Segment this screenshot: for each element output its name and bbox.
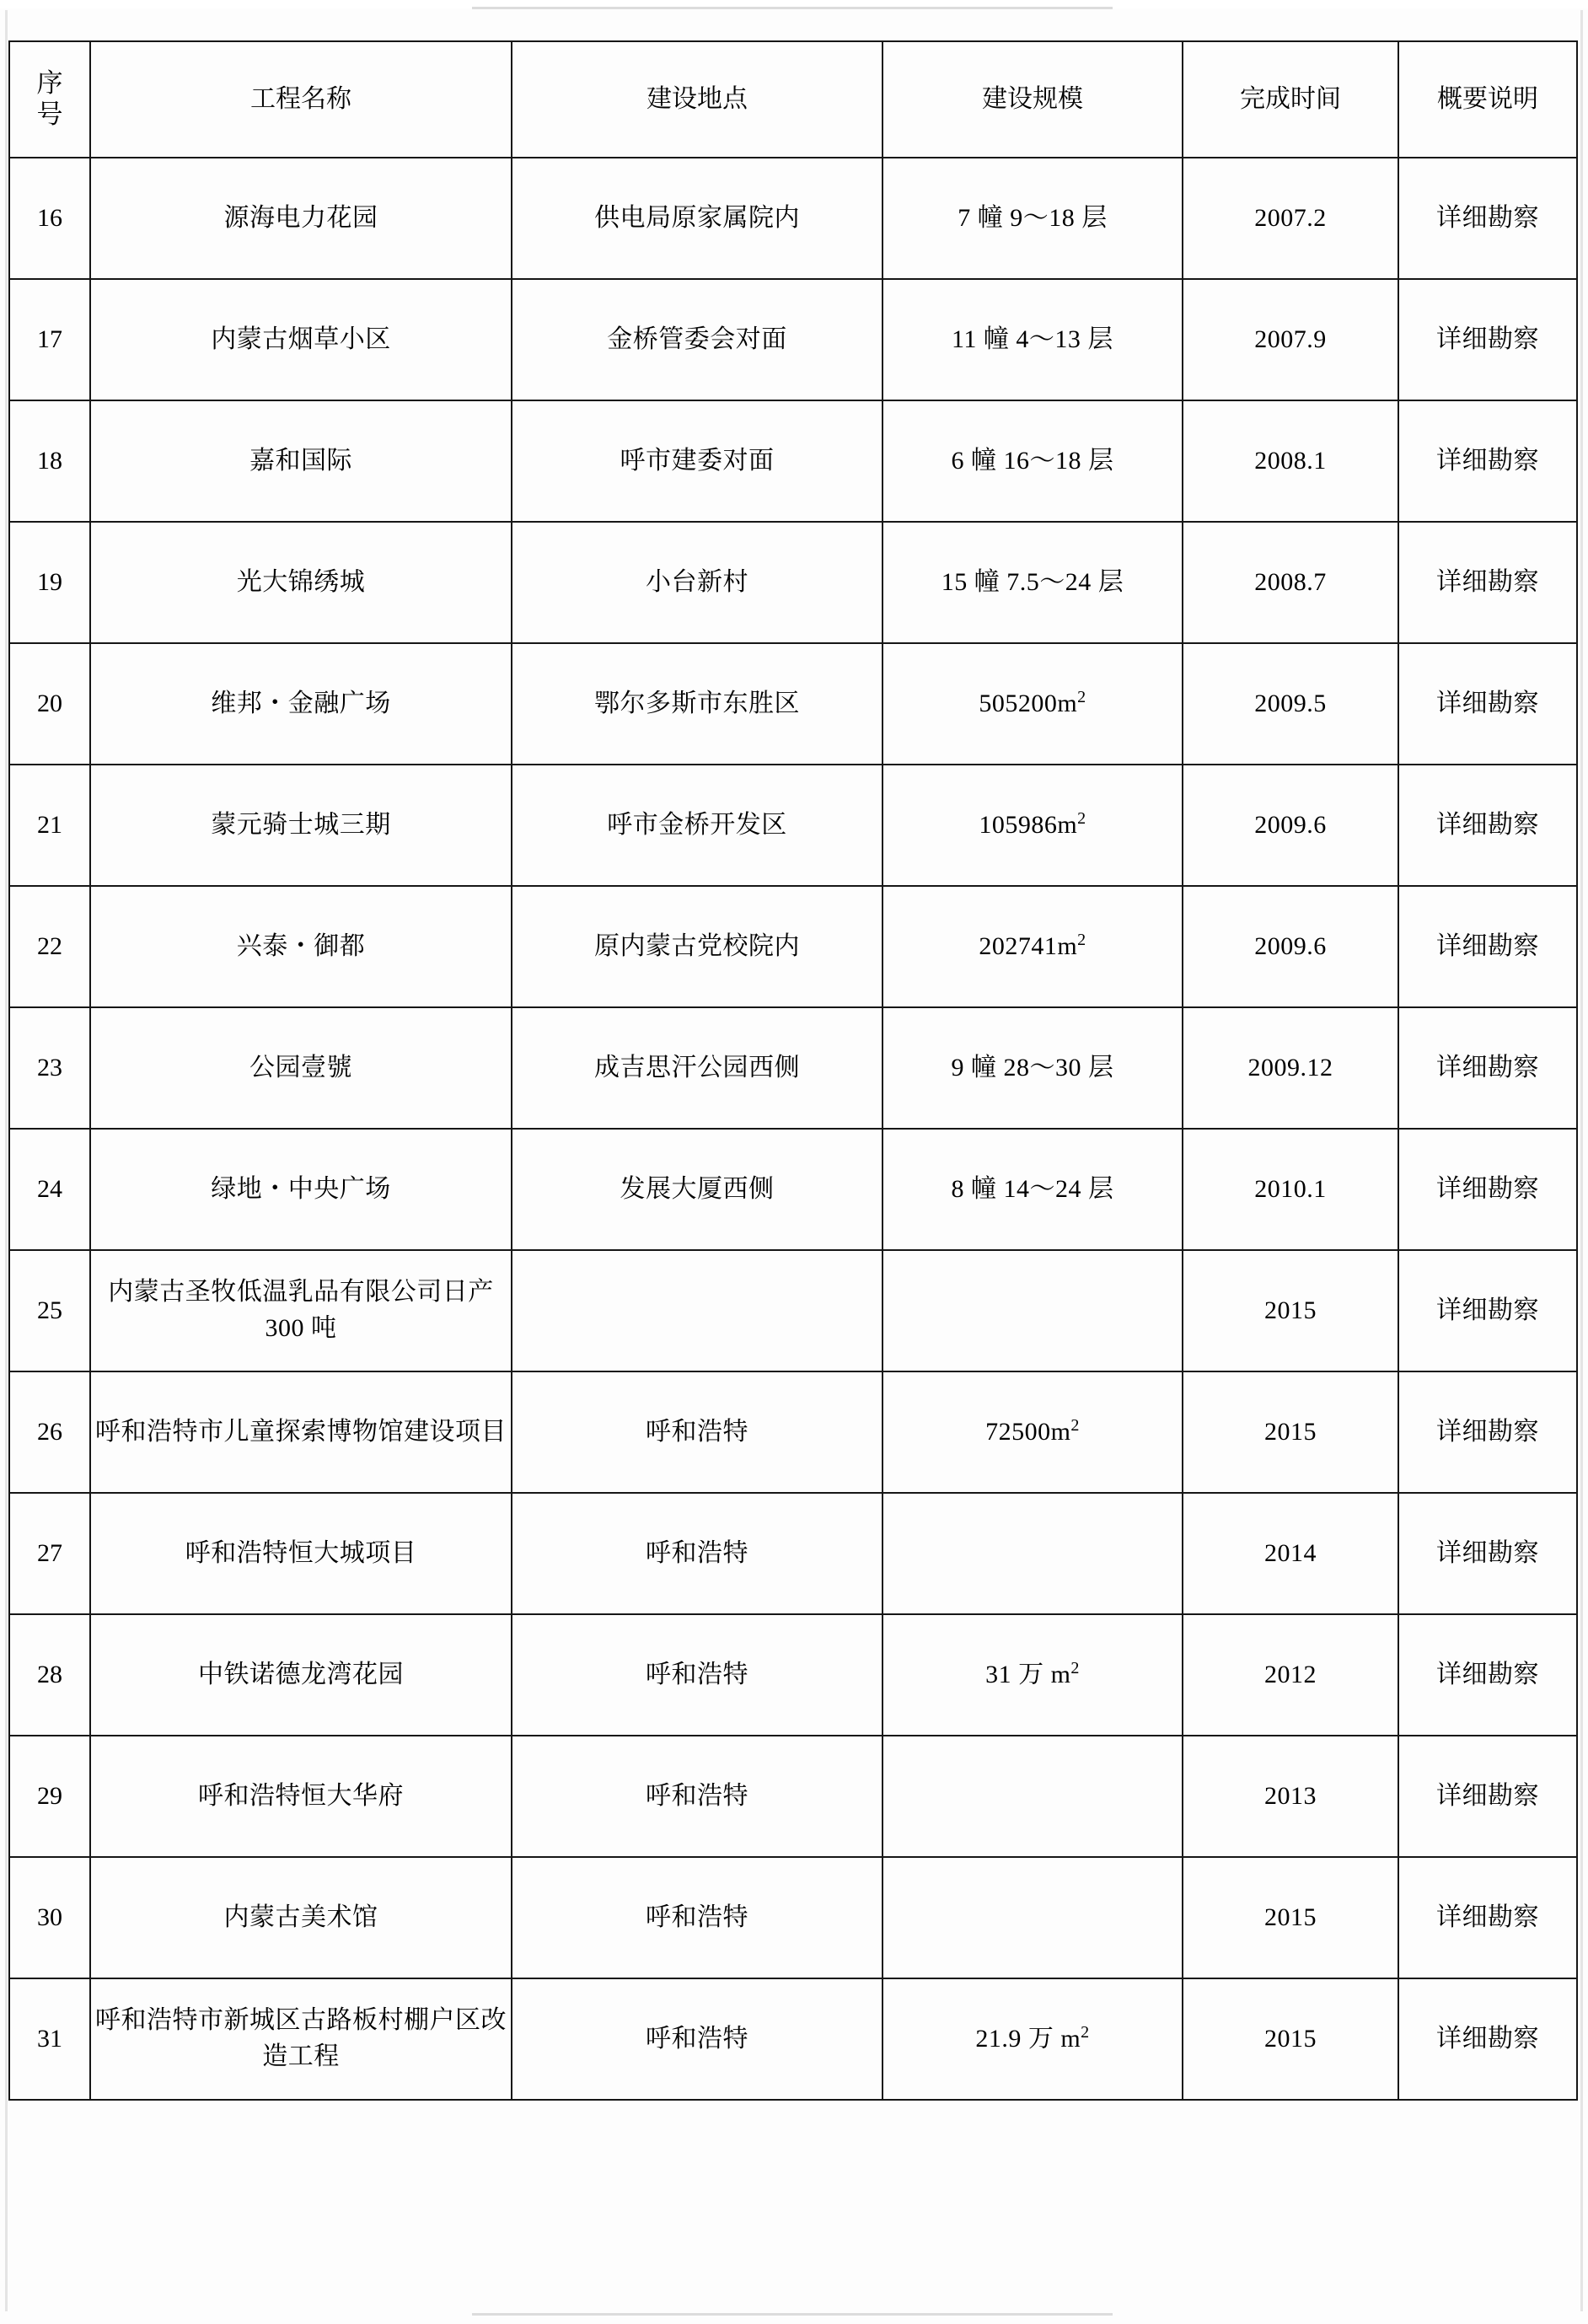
cell-project-name: 呼和浩特市新城区古路板村棚户区改造工程 bbox=[90, 1978, 512, 2100]
cell-remark: 详细勘察 bbox=[1398, 1493, 1577, 1614]
cell-serial-number: 19 bbox=[9, 522, 90, 643]
cell-remark: 详细勘察 bbox=[1398, 1614, 1577, 1736]
cell-serial-number: 29 bbox=[9, 1736, 90, 1857]
cell-remark: 详细勘察 bbox=[1398, 1007, 1577, 1129]
cell-construction-place: 呼和浩特 bbox=[512, 1978, 883, 2100]
cell-serial-number: 18 bbox=[9, 400, 90, 522]
cell-remark: 详细勘察 bbox=[1398, 1129, 1577, 1250]
table-row bbox=[9, 643, 1577, 765]
cell-construction-place bbox=[512, 1250, 883, 1371]
table-row bbox=[9, 279, 1577, 400]
cell-project-name: 呼和浩特市儿童探索博物馆建设项目 bbox=[90, 1371, 512, 1493]
cell-serial-number: 16 bbox=[9, 158, 90, 279]
cell-serial-number: 30 bbox=[9, 1857, 90, 1978]
cell-construction-place: 呼和浩特 bbox=[512, 1614, 883, 1736]
scale-value: $505200m^2$ bbox=[979, 688, 1086, 718]
column-header-time: 完成时间 bbox=[1183, 41, 1398, 158]
table-row bbox=[9, 1736, 1577, 1857]
cell-completion-time: 2013 bbox=[1183, 1736, 1398, 1857]
cell-completion-time: 2009.5 bbox=[1183, 643, 1398, 765]
cell-completion-time: 2015 bbox=[1183, 1371, 1398, 1493]
column-header-name: 工程名称 bbox=[90, 41, 512, 158]
cell-remark: 详细勘察 bbox=[1398, 765, 1577, 886]
cell-remark: 详细勘察 bbox=[1398, 886, 1577, 1007]
page-left-trim-line bbox=[5, 10, 8, 2311]
cell-project-name: 内蒙古烟草小区 bbox=[90, 279, 512, 400]
cell-project-name: 中铁诺德龙湾花园 bbox=[90, 1614, 512, 1736]
cell-remark: 详细勘察 bbox=[1398, 1371, 1577, 1493]
scale-value: $202741m^2$ bbox=[979, 931, 1086, 961]
cell-construction-place: 呼市金桥开发区 bbox=[512, 765, 883, 886]
cell-construction-scale bbox=[883, 1250, 1183, 1371]
page-top-trim-line bbox=[472, 7, 1113, 9]
table-row bbox=[9, 1614, 1577, 1736]
cell-serial-number: 20 bbox=[9, 643, 90, 765]
table-row bbox=[9, 1007, 1577, 1129]
cell-construction-scale: 9 幢 28～30 层 bbox=[883, 1007, 1183, 1129]
cell-serial-number: 28 bbox=[9, 1614, 90, 1736]
table-row bbox=[9, 1978, 1577, 2100]
scale-value: $72500m^2$ bbox=[985, 1416, 1080, 1446]
cell-construction-scale: 8 幢 14～24 层 bbox=[883, 1129, 1183, 1250]
cell-serial-number: 27 bbox=[9, 1493, 90, 1614]
cell-serial-number: 24 bbox=[9, 1129, 90, 1250]
cell-serial-number: 22 bbox=[9, 886, 90, 1007]
column-header-no-line1: 序 bbox=[36, 68, 63, 99]
project-table-container bbox=[8, 40, 1576, 2101]
cell-project-name: 呼和浩特恒大城项目 bbox=[90, 1493, 512, 1614]
column-header-no bbox=[9, 41, 90, 158]
cell-construction-scale bbox=[883, 1736, 1183, 1857]
table-row bbox=[9, 1493, 1577, 1614]
cell-completion-time: 2007.2 bbox=[1183, 158, 1398, 279]
cell-project-name: 兴泰・御都 bbox=[90, 886, 512, 1007]
column-header-no-line2: 号 bbox=[36, 99, 63, 129]
cell-construction-scale bbox=[883, 1857, 1183, 1978]
cell-completion-time: 2015 bbox=[1183, 1250, 1398, 1371]
column-header-place: 建设地点 bbox=[512, 41, 883, 158]
cell-construction-scale bbox=[883, 643, 1183, 765]
cell-remark: 详细勘察 bbox=[1398, 1857, 1577, 1978]
cell-construction-place: 小台新村 bbox=[512, 522, 883, 643]
cell-serial-number: 17 bbox=[9, 279, 90, 400]
scale-unit-exponent: 2 bbox=[1077, 809, 1086, 829]
cell-project-name: 公园壹號 bbox=[90, 1007, 512, 1129]
cell-construction-scale bbox=[883, 1614, 1183, 1736]
table-row bbox=[9, 1857, 1577, 1978]
page-bottom-trim-line bbox=[472, 2313, 1113, 2316]
table-row bbox=[9, 1250, 1577, 1371]
cell-construction-scale bbox=[883, 765, 1183, 886]
cell-construction-place: 原内蒙古党校院内 bbox=[512, 886, 883, 1007]
table-row bbox=[9, 886, 1577, 1007]
table-row bbox=[9, 765, 1577, 886]
cell-completion-time: 2015 bbox=[1183, 1978, 1398, 2100]
table-row bbox=[9, 522, 1577, 643]
cell-completion-time: 2015 bbox=[1183, 1857, 1398, 1978]
cell-remark: 详细勘察 bbox=[1398, 400, 1577, 522]
scale-value: 31 万 $m^2$ bbox=[985, 1659, 1080, 1689]
cell-serial-number: 25 bbox=[9, 1250, 90, 1371]
cell-project-name: 蒙元骑士城三期 bbox=[90, 765, 512, 886]
cell-project-name: 绿地・中央广场 bbox=[90, 1129, 512, 1250]
cell-completion-time: 2012 bbox=[1183, 1614, 1398, 1736]
page-right-trim-line bbox=[1580, 10, 1583, 2311]
cell-completion-time: 2010.1 bbox=[1183, 1129, 1398, 1250]
cell-remark: 详细勘察 bbox=[1398, 1736, 1577, 1857]
cell-construction-scale bbox=[883, 1493, 1183, 1614]
cell-construction-scale bbox=[883, 886, 1183, 1007]
table-row bbox=[9, 158, 1577, 279]
cell-completion-time: 2008.1 bbox=[1183, 400, 1398, 522]
table-row bbox=[9, 1371, 1577, 1493]
scale-unit-exponent: 2 bbox=[1081, 2023, 1090, 2042]
table-row bbox=[9, 1129, 1577, 1250]
column-header-scale: 建设规模 bbox=[883, 41, 1183, 158]
cell-construction-place: 成吉思汗公园西侧 bbox=[512, 1007, 883, 1129]
cell-remark: 详细勘察 bbox=[1398, 1250, 1577, 1371]
cell-remark: 详细勘察 bbox=[1398, 1978, 1577, 2100]
cell-project-name: 源海电力花园 bbox=[90, 158, 512, 279]
cell-serial-number: 23 bbox=[9, 1007, 90, 1129]
scale-value: $105986m^2$ bbox=[979, 809, 1086, 840]
cell-construction-place: 供电局原家属院内 bbox=[512, 158, 883, 279]
cell-construction-place: 鄂尔多斯市东胜区 bbox=[512, 643, 883, 765]
table-header bbox=[9, 41, 1577, 158]
cell-project-name: 呼和浩特恒大华府 bbox=[90, 1736, 512, 1857]
cell-project-name: 光大锦绣城 bbox=[90, 522, 512, 643]
scale-unit-exponent: 2 bbox=[1070, 1659, 1080, 1678]
cell-construction-place: 呼和浩特 bbox=[512, 1493, 883, 1614]
cell-project-name: 内蒙古圣牧低温乳品有限公司日产 300 吨 bbox=[90, 1250, 512, 1371]
cell-construction-place: 金桥管委会对面 bbox=[512, 279, 883, 400]
project-table bbox=[8, 40, 1578, 2101]
table-body bbox=[9, 158, 1577, 2100]
cell-project-name: 内蒙古美术馆 bbox=[90, 1857, 512, 1978]
cell-construction-place: 呼和浩特 bbox=[512, 1371, 883, 1493]
cell-serial-number: 26 bbox=[9, 1371, 90, 1493]
cell-construction-place: 呼和浩特 bbox=[512, 1857, 883, 1978]
table-row bbox=[9, 400, 1577, 522]
cell-completion-time: 2007.9 bbox=[1183, 279, 1398, 400]
cell-construction-scale bbox=[883, 1371, 1183, 1493]
cell-serial-number: 21 bbox=[9, 765, 90, 886]
scale-unit-exponent: 2 bbox=[1077, 931, 1086, 950]
cell-completion-time: 2009.6 bbox=[1183, 886, 1398, 1007]
scale-unit-exponent: 2 bbox=[1070, 1416, 1080, 1436]
cell-construction-scale: 11 幢 4～13 层 bbox=[883, 279, 1183, 400]
cell-completion-time: 2009.6 bbox=[1183, 765, 1398, 886]
cell-project-name: 嘉和国际 bbox=[90, 400, 512, 522]
cell-construction-place: 呼市建委对面 bbox=[512, 400, 883, 522]
cell-remark: 详细勘察 bbox=[1398, 279, 1577, 400]
scale-value: 21.9 万 $m^2$ bbox=[975, 2023, 1090, 2053]
cell-completion-time: 2008.7 bbox=[1183, 522, 1398, 643]
scale-unit-exponent: 2 bbox=[1077, 688, 1086, 707]
cell-remark: 详细勘察 bbox=[1398, 522, 1577, 643]
cell-serial-number: 31 bbox=[9, 1978, 90, 2100]
cell-completion-time: 2014 bbox=[1183, 1493, 1398, 1614]
cell-construction-scale bbox=[883, 1978, 1183, 2100]
cell-construction-place: 呼和浩特 bbox=[512, 1736, 883, 1857]
table-header-row bbox=[9, 41, 1577, 158]
cell-project-name: 维邦・金融广场 bbox=[90, 643, 512, 765]
column-header-remark: 概要说明 bbox=[1398, 41, 1577, 158]
cell-construction-scale: 7 幢 9～18 层 bbox=[883, 158, 1183, 279]
cell-completion-time: 2009.12 bbox=[1183, 1007, 1398, 1129]
cell-construction-scale: 15 幢 7.5～24 层 bbox=[883, 522, 1183, 643]
cell-construction-place: 发展大厦西侧 bbox=[512, 1129, 883, 1250]
cell-remark: 详细勘察 bbox=[1398, 643, 1577, 765]
cell-construction-scale: 6 幢 16～18 层 bbox=[883, 400, 1183, 522]
cell-remark: 详细勘察 bbox=[1398, 158, 1577, 279]
